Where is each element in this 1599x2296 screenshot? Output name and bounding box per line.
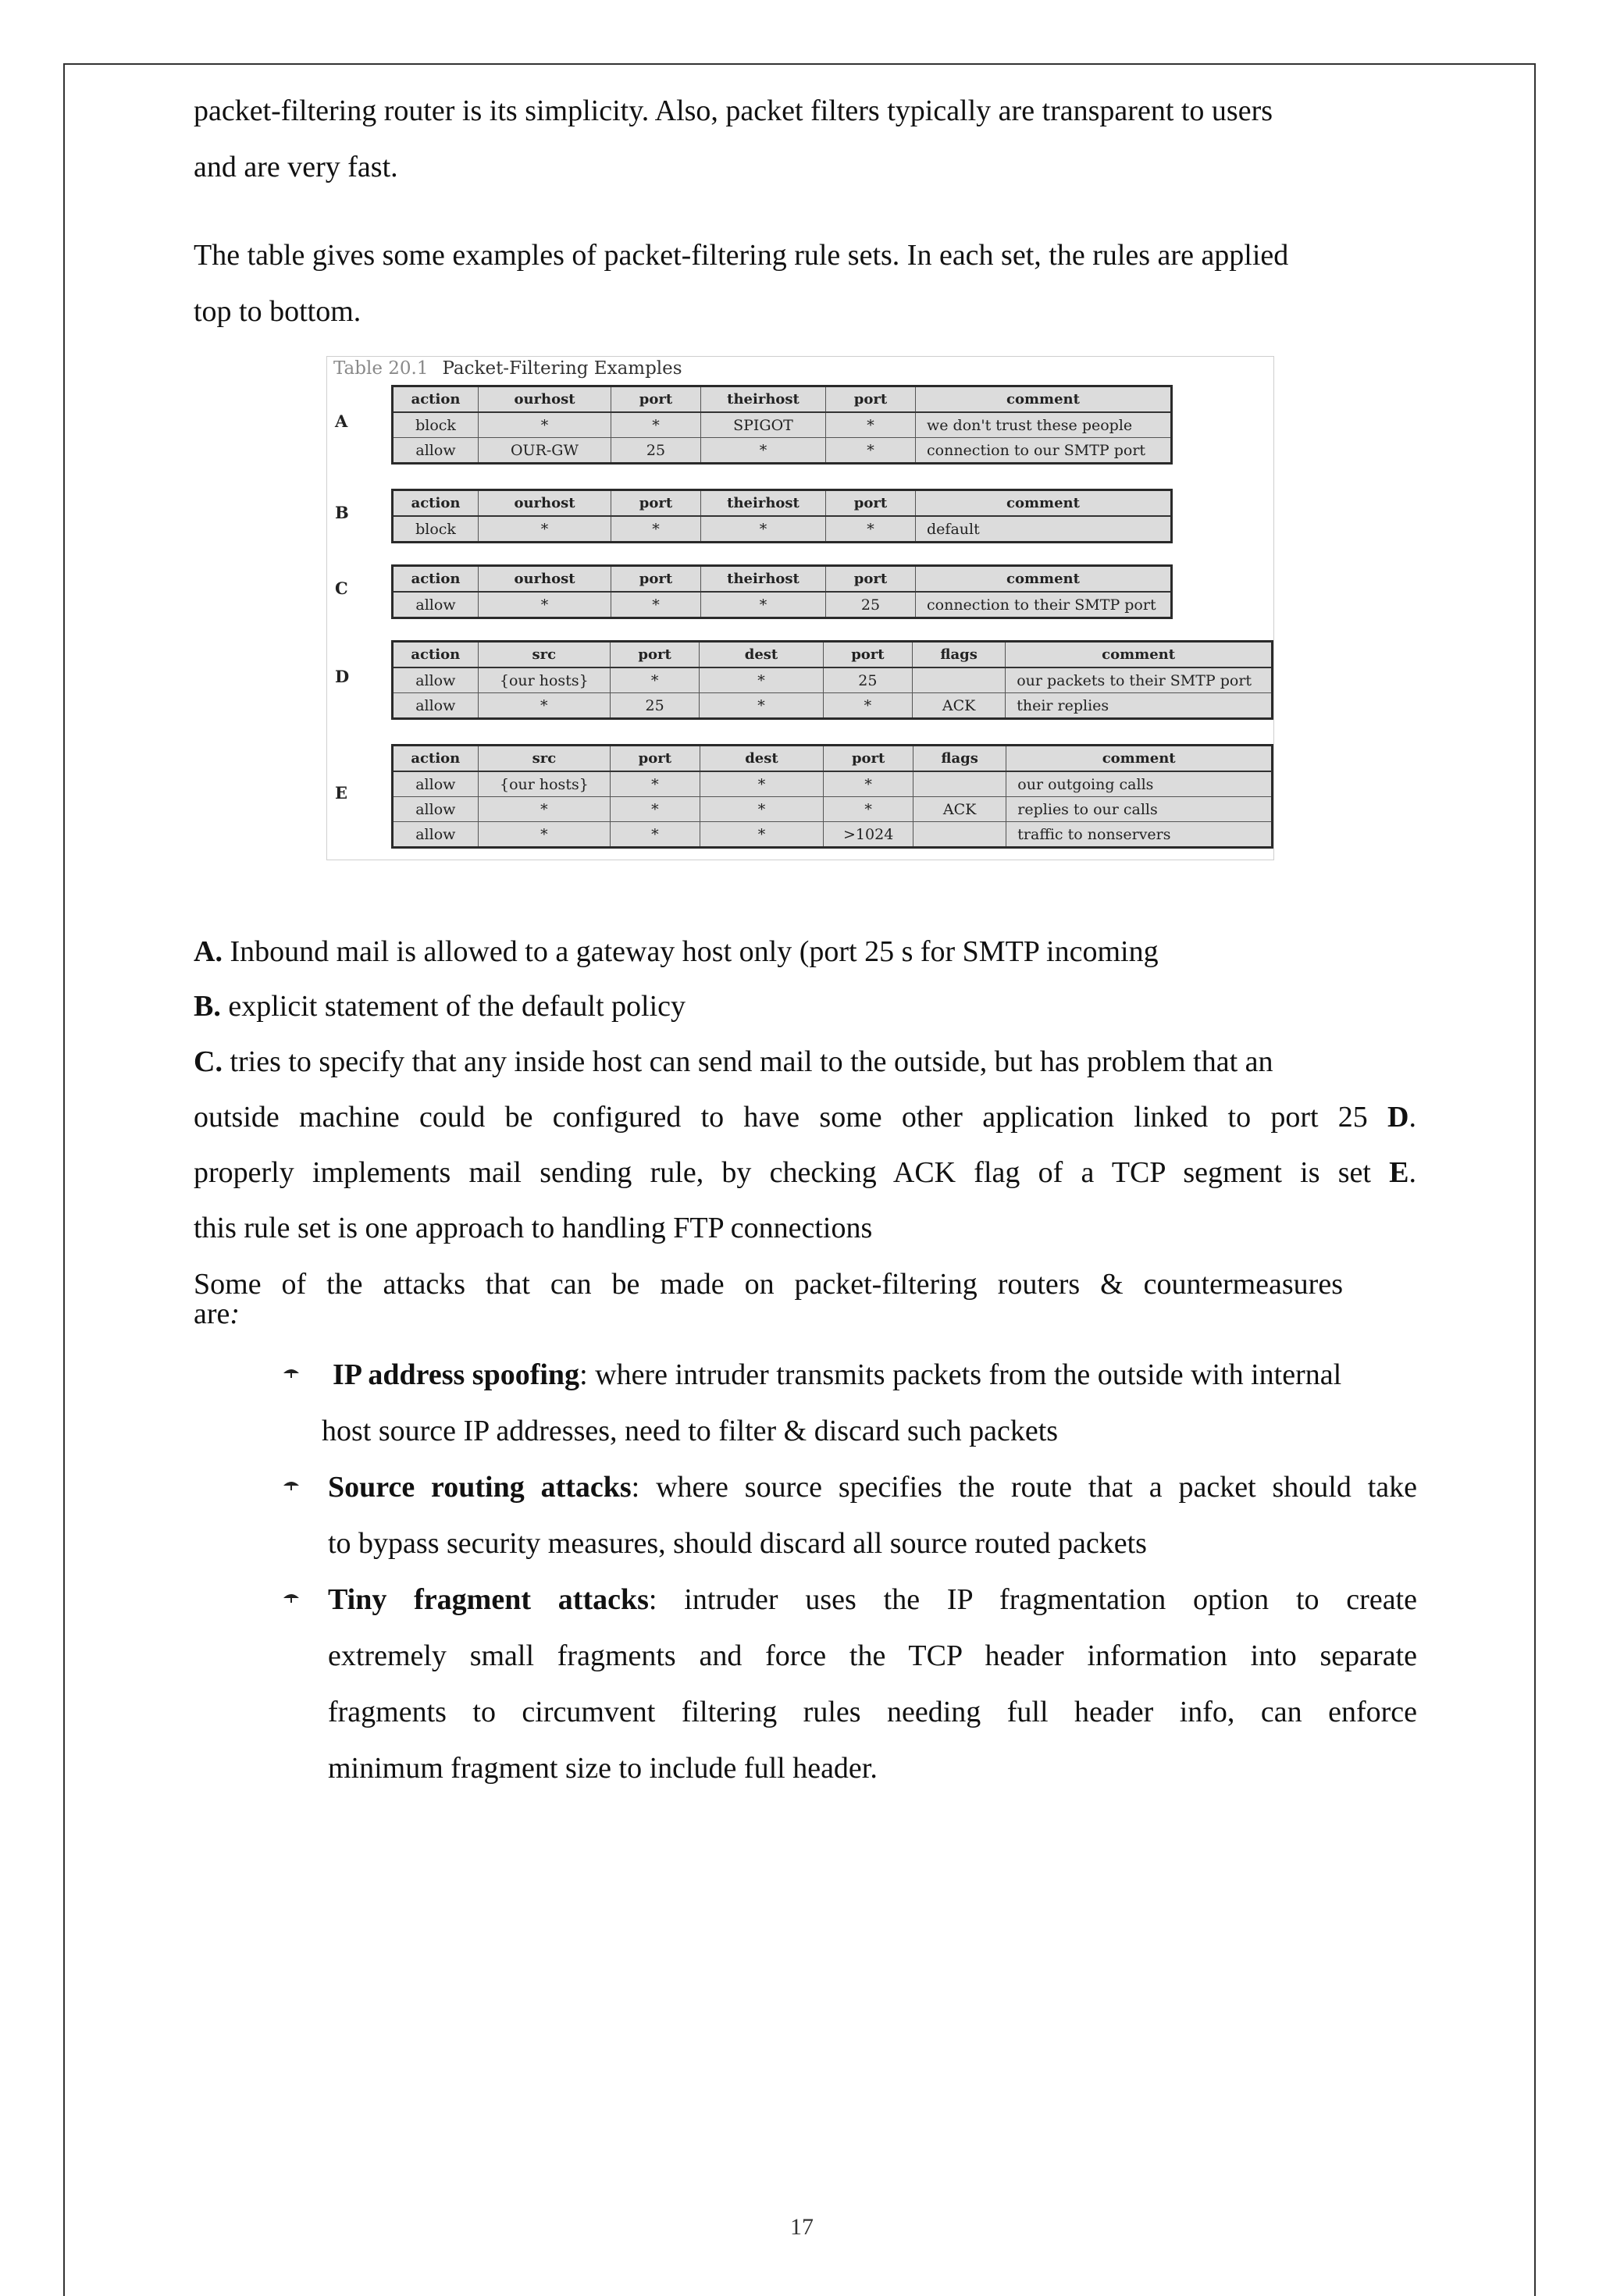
table-cell: *	[700, 693, 824, 719]
rule-set-letter: B	[335, 503, 349, 522]
table-cell: *	[826, 516, 916, 543]
table-row	[393, 693, 1273, 719]
attack-ip-spoofing-line-2: host source IP addresses, need to filter & discard such packets	[322, 1415, 1059, 1447]
table-cell: block	[393, 412, 479, 438]
table-cell: *	[611, 797, 700, 822]
column-header: port	[610, 642, 699, 668]
rule-set-table	[391, 744, 1273, 849]
table-cell: *	[823, 693, 912, 719]
attack-tiny-fragment-line-2: extremely small fragments and force the TCP header information into separate	[328, 1639, 1417, 1672]
table-cell	[913, 771, 1006, 797]
column-header: comment	[916, 386, 1172, 413]
table-cell: allow	[393, 438, 479, 464]
table-cell: our outgoing calls	[1006, 771, 1273, 797]
table-cell: *	[700, 667, 824, 693]
attack-tiny-fragment-term: Tiny fragment attacks	[328, 1583, 649, 1616]
packet-filtering-table-figure	[326, 356, 1274, 860]
attack-ip-spoofing-text-1: : where intruder transmits packets from the outside with internal	[579, 1358, 1342, 1391]
rule-set-table	[391, 489, 1173, 543]
umbrella-bullet-icon	[283, 1593, 300, 1604]
table-cell: *	[826, 412, 916, 438]
attack-ip-spoofing-line-1	[333, 1347, 1426, 1403]
attacks-intro-word: are	[194, 1298, 230, 1330]
table-cell: *	[824, 797, 913, 822]
table-cell: *	[478, 797, 611, 822]
rule-set-letter: C	[335, 578, 348, 598]
table-cell: {our hosts}	[478, 667, 610, 693]
table-cell: ACK	[913, 693, 1006, 719]
table-row	[393, 438, 1172, 464]
attack-tiny-fragment-line-3: fragments to circumvent filtering rules needing full header info, can enforce	[328, 1696, 1417, 1728]
column-header: action	[393, 386, 479, 413]
explanation-c-text: tries to specify that any inside host can send mail to the outside, but has problem that an	[222, 1045, 1273, 1078]
attack-source-routing-line-1	[328, 1459, 1417, 1515]
column-header: action	[393, 642, 479, 668]
table-cell: SPIGOT	[701, 412, 826, 438]
column-header: port	[824, 746, 913, 772]
explanation-b	[194, 978, 1416, 1034]
table-intro-line-1: The table gives some examples of packet-filtering rule sets. In each set, the rules are applied	[194, 239, 1289, 272]
explanation-c-text-2: outside machine could be configured to have some other application linked to port 25	[194, 1101, 1388, 1134]
attack-ip-spoofing-term: IP address spoofing	[333, 1358, 580, 1391]
column-header: theirhost	[701, 386, 826, 413]
table-cell: *	[700, 771, 824, 797]
column-header: comment	[916, 490, 1172, 517]
table-cell: *	[700, 822, 824, 848]
column-header: dest	[700, 642, 824, 668]
table-caption-title: Packet-Filtering Examples	[442, 358, 682, 379]
column-header: port	[611, 386, 701, 413]
attacks-intro-line-2	[194, 1294, 1416, 1333]
column-header: theirhost	[701, 490, 826, 517]
page-number: 17	[790, 2214, 814, 2240]
table-cell: allow	[393, 822, 479, 848]
table-cell	[913, 822, 1006, 848]
table-caption-number: Table 20.1	[333, 358, 429, 379]
table-cell: *	[611, 412, 701, 438]
explanation-c-end: .	[1408, 1101, 1416, 1134]
column-header: flags	[913, 746, 1006, 772]
column-header: port	[823, 642, 912, 668]
rule-set-letter: A	[335, 411, 348, 431]
column-header: port	[826, 386, 916, 413]
table-cell: *	[611, 516, 701, 543]
explanation-d-label: D	[1387, 1101, 1409, 1134]
column-header: action	[393, 490, 479, 517]
table-cell: connection to their SMTP port	[916, 592, 1172, 618]
table-cell: >1024	[824, 822, 913, 848]
table-cell: *	[826, 438, 916, 464]
explanation-e-line: this rule set is one approach to handling FTP connections	[194, 1212, 873, 1244]
table-cell: 25	[823, 667, 912, 693]
attack-source-routing-text-1: : where source specifies the route that a packet should take	[631, 1471, 1417, 1504]
table-cell: allow	[393, 771, 479, 797]
umbrella-bullet-icon	[283, 1480, 300, 1491]
rule-set-table	[391, 564, 1173, 619]
table-row	[393, 412, 1172, 438]
table-cell: *	[824, 771, 913, 797]
column-header: flags	[913, 642, 1006, 668]
table-cell: OUR-GW	[479, 438, 611, 464]
table-caption	[333, 357, 682, 380]
column-header: port	[826, 490, 916, 517]
table-cell: *	[611, 822, 700, 848]
table-row	[393, 822, 1273, 848]
explanation-d-line	[194, 1144, 1416, 1201]
attacks-intro-colon: :	[230, 1298, 240, 1330]
explanation-e-label: E	[1389, 1156, 1409, 1189]
table-cell: 25	[611, 438, 701, 464]
column-header: theirhost	[701, 566, 826, 593]
column-header: comment	[1006, 746, 1273, 772]
table-cell: {our hosts}	[478, 771, 611, 797]
table-header-row	[393, 386, 1172, 413]
intro-line-2: and are very fast.	[194, 151, 398, 183]
table-cell: our packets to their SMTP port	[1006, 667, 1273, 693]
column-header: port	[611, 746, 700, 772]
rule-set-letter: D	[335, 667, 350, 686]
column-header: port	[826, 566, 916, 593]
table-cell: *	[478, 693, 610, 719]
table-cell: allow	[393, 693, 479, 719]
table-cell: *	[700, 797, 824, 822]
explanation-a	[194, 924, 1416, 980]
table-intro-line-2: top to bottom.	[194, 295, 361, 328]
attack-tiny-fragment-line-1	[328, 1572, 1417, 1628]
table-row	[393, 516, 1172, 543]
table-cell: replies to our calls	[1006, 797, 1273, 822]
column-header: action	[393, 746, 479, 772]
table-cell: default	[916, 516, 1172, 543]
table-cell: *	[701, 592, 826, 618]
table-row	[393, 797, 1273, 822]
attack-source-routing-term: Source routing attacks	[328, 1471, 632, 1504]
table-cell: block	[393, 516, 479, 543]
table-cell	[913, 667, 1006, 693]
table-cell: *	[610, 667, 699, 693]
column-header: ourhost	[479, 490, 611, 517]
table-row	[393, 667, 1273, 693]
column-header: src	[478, 642, 610, 668]
rule-set-table	[391, 640, 1273, 720]
table-header-row	[393, 566, 1172, 593]
explanation-b-label: B.	[194, 990, 221, 1023]
table-cell: allow	[393, 797, 479, 822]
table-header-row	[393, 746, 1273, 772]
column-header: dest	[700, 746, 824, 772]
rule-set-letter: E	[335, 783, 348, 803]
explanation-d-text: properly implements mail sending rule, by checking ACK flag of a TCP segment is set	[194, 1156, 1390, 1189]
table-cell: *	[479, 592, 611, 618]
explanation-a-text: Inbound mail is allowed to a gateway host only (port 25 s for SMTP incoming	[222, 935, 1159, 968]
table-header-row	[393, 490, 1172, 517]
table-cell: connection to our SMTP port	[916, 438, 1172, 464]
column-header: comment	[1006, 642, 1273, 668]
column-header: port	[611, 490, 701, 517]
table-header-row	[393, 642, 1273, 668]
table-cell: *	[611, 771, 700, 797]
explanation-c-label: C.	[194, 1045, 223, 1078]
column-header: src	[478, 746, 611, 772]
table-cell: 25	[826, 592, 916, 618]
table-cell: allow	[393, 667, 479, 693]
table-cell: *	[478, 822, 611, 848]
column-header: ourhost	[479, 386, 611, 413]
table-cell: 25	[610, 693, 699, 719]
table-cell: *	[479, 516, 611, 543]
table-cell: *	[611, 592, 701, 618]
table-cell: traffic to nonservers	[1006, 822, 1273, 848]
attacks-intro-line-1: Some of the attacks that can be made on packet-filtering routers & countermeasures	[194, 1268, 1343, 1301]
table-cell: ACK	[913, 797, 1006, 822]
attack-source-routing-line-2: to bypass security measures, should discard all source routed packets	[328, 1527, 1147, 1560]
rule-set-table	[391, 385, 1173, 465]
explanation-a-label: A.	[194, 935, 223, 968]
table-row	[393, 771, 1273, 797]
explanation-b-text: explicit statement of the default policy	[220, 990, 686, 1023]
explanation-c-line-2	[194, 1089, 1416, 1145]
column-header: comment	[916, 566, 1172, 593]
explanation-c-line-1	[194, 1034, 1416, 1090]
intro-line-1: packet-filtering router is its simplicity. Also, packet filters typically are transparent to users	[194, 94, 1273, 127]
table-cell: *	[701, 516, 826, 543]
umbrella-bullet-icon	[283, 1368, 300, 1379]
attack-tiny-fragment-line-4: minimum fragment size to include full header.	[328, 1752, 878, 1785]
table-cell: we don't trust these people	[916, 412, 1172, 438]
explanation-d-end: .	[1408, 1156, 1416, 1189]
table-cell: *	[479, 412, 611, 438]
table-cell: their replies	[1006, 693, 1273, 719]
attack-tiny-fragment-text-1: : intruder uses the IP fragmentation option to create	[648, 1583, 1417, 1616]
column-header: action	[393, 566, 479, 593]
table-cell: *	[701, 438, 826, 464]
table-row	[393, 592, 1172, 618]
column-header: port	[611, 566, 701, 593]
table-cell: allow	[393, 592, 479, 618]
column-header: ourhost	[479, 566, 611, 593]
